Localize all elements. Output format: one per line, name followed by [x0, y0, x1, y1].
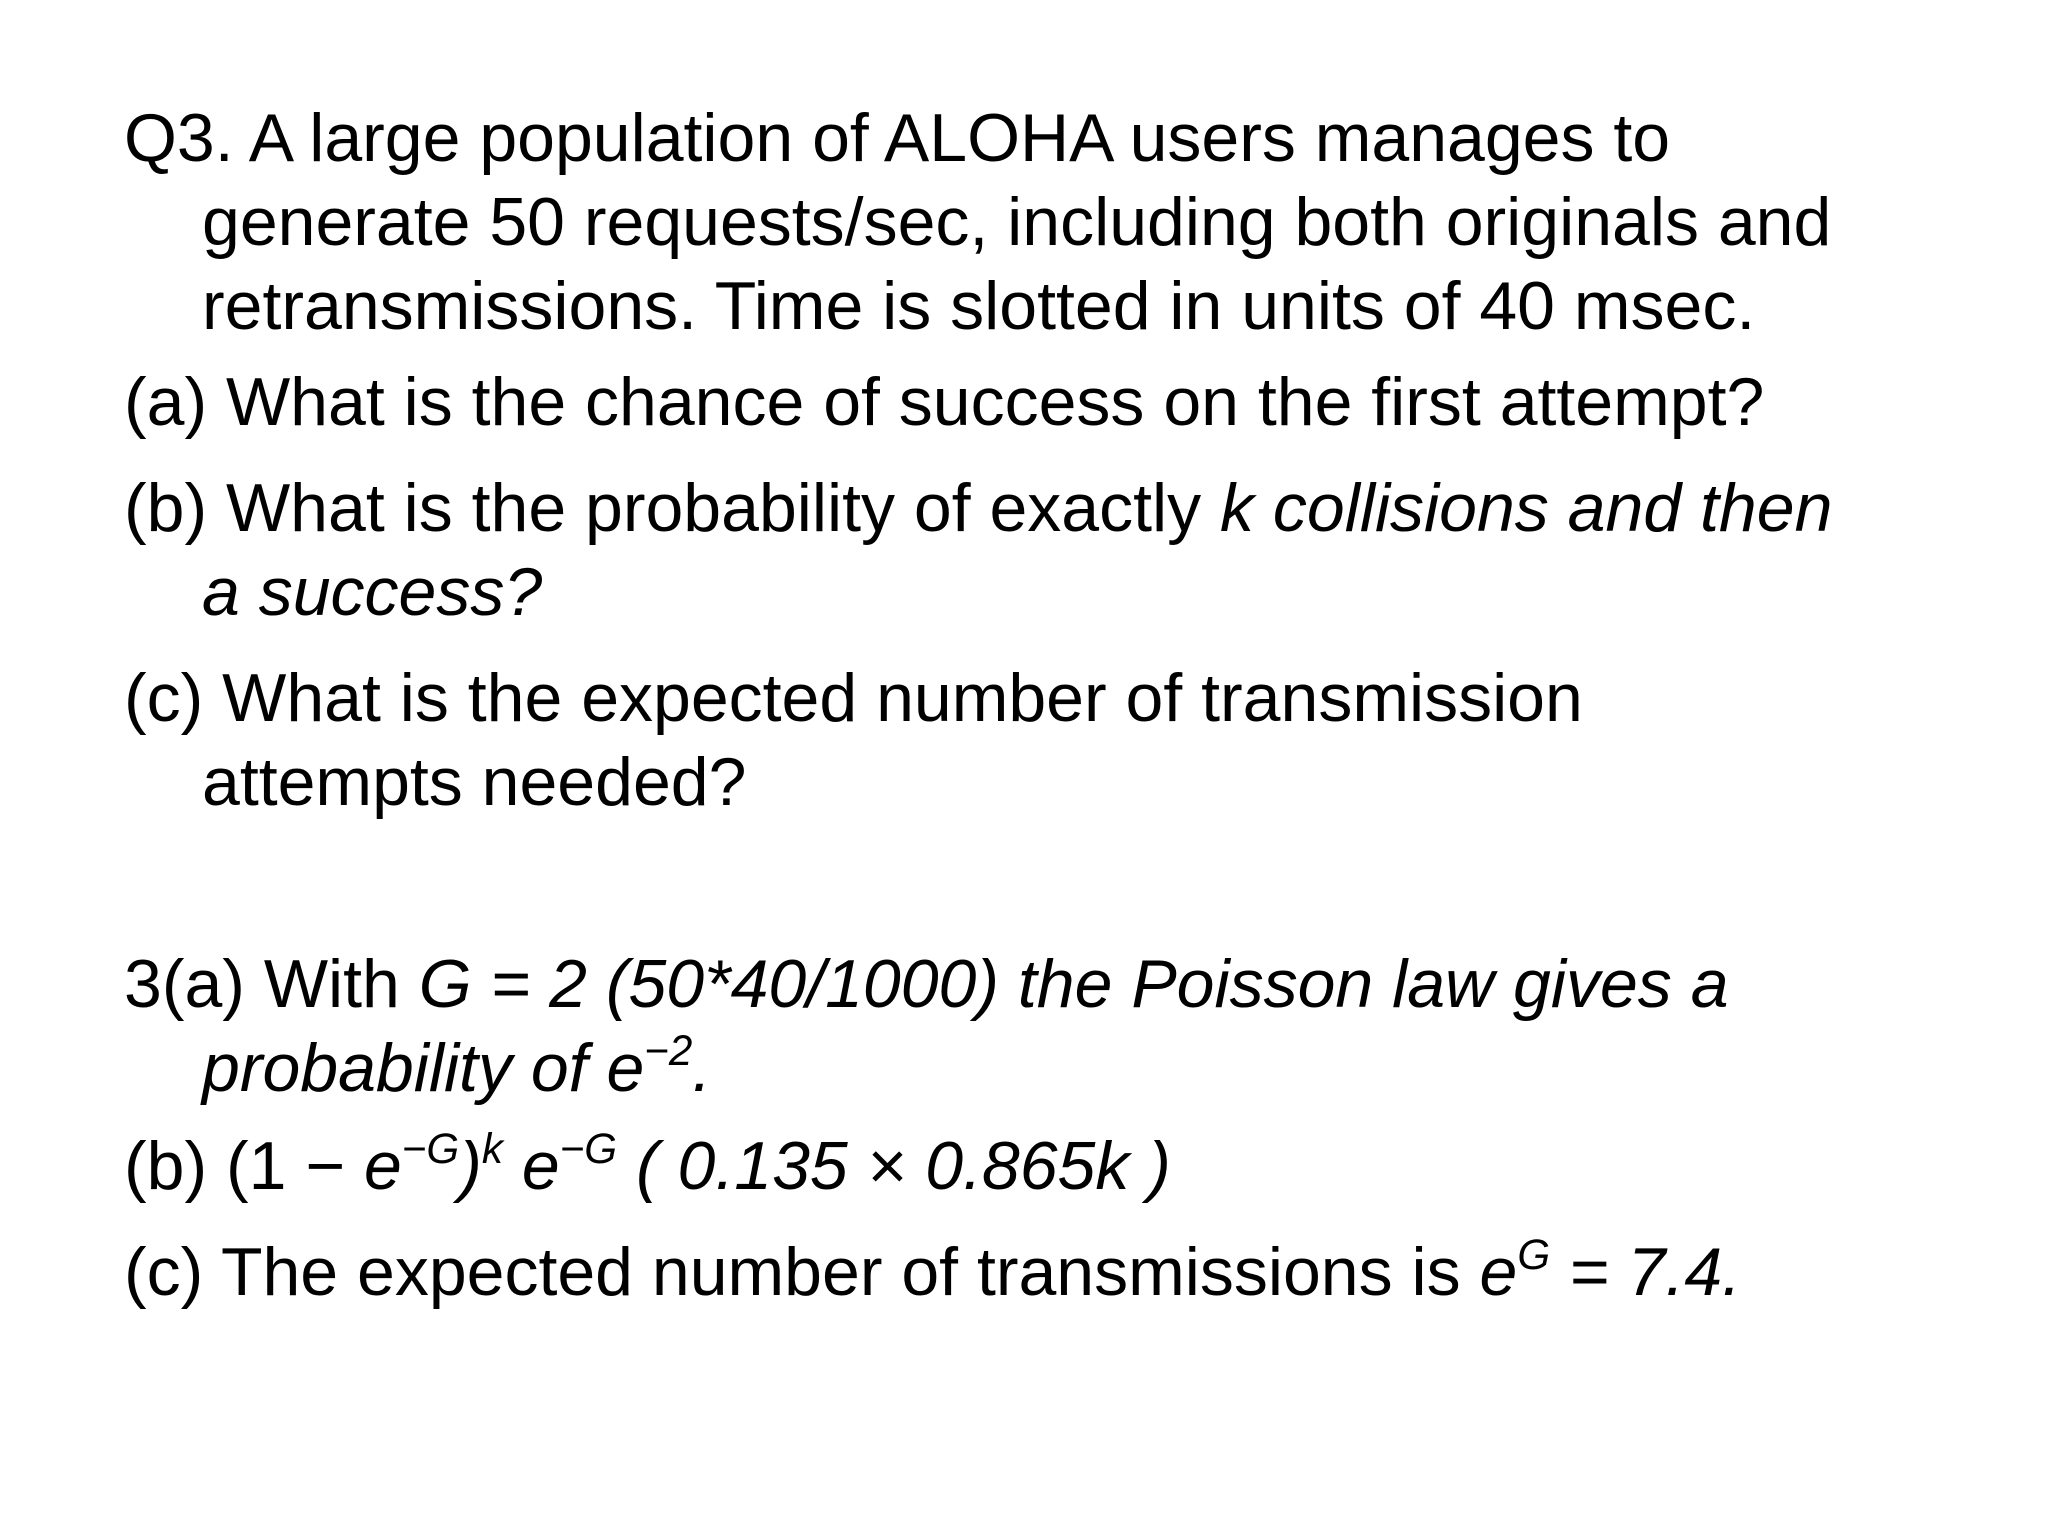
answer-part-b-exp1: −G — [401, 1124, 460, 1172]
answer-part-a-line-1 — [124, 942, 2048, 1026]
question-part-c — [124, 656, 2048, 824]
answer-part-c — [124, 1230, 2048, 1314]
answer-part-a — [124, 942, 2048, 1110]
question-intro-line-1: Q3. A large population of ALOHA users manages to — [124, 100, 1671, 176]
question-part-c-line-1: (c) What is the expected number of transmission — [124, 660, 1583, 736]
answer-part-b-e2: e — [521, 1128, 560, 1204]
answer-part-b-e1: e — [363, 1128, 402, 1204]
answer-part-b-space — [503, 1128, 522, 1204]
question-part-c-line-2: attempts needed? — [202, 744, 747, 820]
question-part-b — [124, 466, 2048, 634]
answer-part-b-tail: ( 0.135 × 0.865k ) — [617, 1128, 1171, 1204]
question-intro — [124, 96, 2048, 348]
answer-part-a-exponent: −2 — [644, 1026, 693, 1074]
answer-part-b-formula — [124, 1124, 2048, 1208]
answer-part-c-exp: G — [1517, 1230, 1551, 1278]
question-part-b-italic-1: k collisions and then — [1220, 470, 1833, 546]
answer-part-b-close: ) — [459, 1128, 482, 1204]
question-part-a — [124, 360, 2048, 444]
question-part-b-italic-2: a success? — [202, 554, 543, 630]
answer-part-b-prefix: (b) (1 − — [124, 1128, 364, 1204]
answer-part-b-exp2: −G — [559, 1124, 618, 1172]
answer-part-a-line-2 — [202, 1026, 2048, 1110]
answer-part-c-line — [124, 1230, 2048, 1314]
answer-part-c-tail: = 7.4. — [1550, 1234, 1742, 1310]
question-part-b-line-1 — [124, 466, 2048, 550]
answer-part-b-exp-k: k — [481, 1124, 503, 1172]
question-intro-line-2: generate 50 requests/sec, including both originals and — [202, 184, 1832, 260]
question-intro-line-3: retransmissions. Time is slotted in units of 40 msec. — [202, 268, 1756, 344]
answer-part-a-italic-2: probability of e — [202, 1030, 645, 1106]
answer-part-a-prefix: 3(a) With — [124, 946, 419, 1022]
answer-part-b — [124, 1124, 2048, 1208]
answer-part-c-e: e — [1479, 1234, 1518, 1310]
answer-part-a-italic-1: G = 2 (50*40/1000) the Poisson law gives a — [418, 946, 1729, 1022]
question-part-a-text: (a) What is the chance of success on the first attempt? — [124, 364, 1765, 440]
question-part-b-prefix: (b) What is the probability of exactly — [124, 470, 1221, 546]
answer-part-c-prefix: (c) The expected number of transmissions is — [124, 1234, 1480, 1310]
answer-part-a-suffix: . — [692, 1030, 712, 1106]
